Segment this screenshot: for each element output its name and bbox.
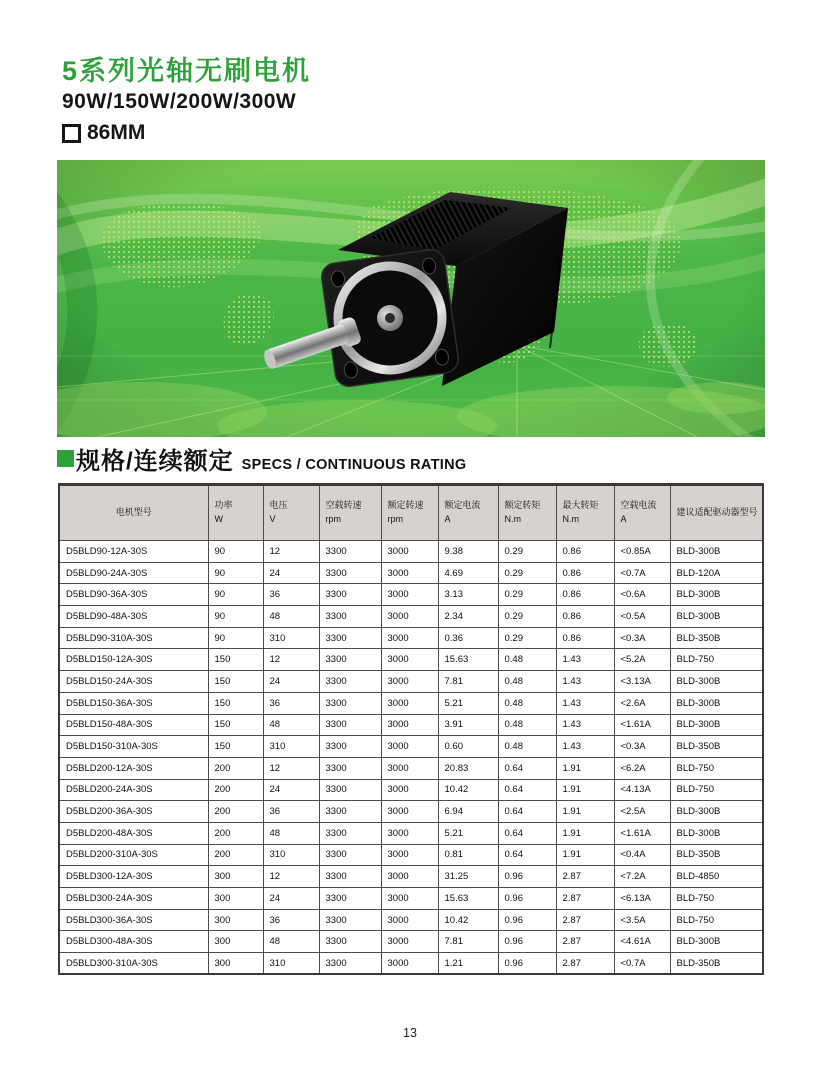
table-cell: D5BLD90-310A-30S	[59, 627, 208, 649]
table-cell: 1.43	[556, 649, 614, 671]
table-cell: D5BLD200-12A-30S	[59, 757, 208, 779]
spec-table	[58, 483, 764, 975]
table-cell: 12	[263, 757, 319, 779]
column-header: 空载转速 rpm	[319, 485, 381, 541]
table-cell: D5BLD300-48A-30S	[59, 931, 208, 953]
table-row	[59, 909, 763, 931]
table-cell: 3.91	[438, 714, 498, 736]
table-cell: 0.29	[498, 627, 556, 649]
table-cell: 3000	[381, 844, 438, 866]
table-cell: 3000	[381, 757, 438, 779]
table-cell: BLD-300B	[670, 714, 763, 736]
table-cell: BLD-750	[670, 888, 763, 910]
table-cell: 0.48	[498, 671, 556, 693]
table-cell: BLD-120A	[670, 562, 763, 584]
spec-table-header	[59, 485, 763, 541]
table-cell: 3300	[319, 779, 381, 801]
table-cell: 3000	[381, 541, 438, 563]
table-cell: D5BLD300-12A-30S	[59, 866, 208, 888]
table-cell: <4.13A	[614, 779, 670, 801]
table-cell: <6.13A	[614, 888, 670, 910]
table-cell: 0.86	[556, 584, 614, 606]
table-cell: BLD-300B	[670, 822, 763, 844]
table-cell: D5BLD200-310A-30S	[59, 844, 208, 866]
table-cell: 0.86	[556, 606, 614, 628]
table-cell: D5BLD150-12A-30S	[59, 649, 208, 671]
table-cell: 3300	[319, 736, 381, 758]
table-cell: <0.5A	[614, 606, 670, 628]
table-cell: 0.29	[498, 606, 556, 628]
column-header: 建议适配驱动器型号	[670, 485, 763, 541]
table-row	[59, 931, 763, 953]
table-cell: <0.6A	[614, 584, 670, 606]
table-cell: BLD-300B	[670, 692, 763, 714]
table-cell: 3300	[319, 888, 381, 910]
table-cell: BLD-750	[670, 649, 763, 671]
table-cell: 150	[208, 736, 263, 758]
table-cell: 0.29	[498, 541, 556, 563]
table-cell: 3300	[319, 649, 381, 671]
column-header: 空载电流 A	[614, 485, 670, 541]
column-header: 电机型号	[59, 485, 208, 541]
table-cell: 1.43	[556, 714, 614, 736]
table-cell: <0.85A	[614, 541, 670, 563]
table-cell: 48	[263, 606, 319, 628]
table-cell: 3000	[381, 822, 438, 844]
column-header: 额定转速 rpm	[381, 485, 438, 541]
table-cell: <1.61A	[614, 714, 670, 736]
frame-square-icon	[62, 124, 81, 143]
table-cell: 0.29	[498, 584, 556, 606]
table-cell: 3000	[381, 953, 438, 975]
table-cell: 3300	[319, 606, 381, 628]
table-cell: 3.13	[438, 584, 498, 606]
table-row	[59, 584, 763, 606]
table-cell: BLD-750	[670, 779, 763, 801]
table-cell: 3000	[381, 692, 438, 714]
column-header: 功率 W	[208, 485, 263, 541]
table-cell: 0.86	[556, 562, 614, 584]
table-cell: 7.81	[438, 671, 498, 693]
table-cell: 5.21	[438, 822, 498, 844]
table-cell: 48	[263, 931, 319, 953]
table-cell: 7.81	[438, 931, 498, 953]
table-cell: 90	[208, 606, 263, 628]
table-cell: D5BLD150-310A-30S	[59, 736, 208, 758]
table-cell: 0.60	[438, 736, 498, 758]
table-cell: 0.64	[498, 844, 556, 866]
table-row	[59, 649, 763, 671]
table-cell: 3000	[381, 606, 438, 628]
table-cell: D5BLD200-36A-30S	[59, 801, 208, 823]
section-title-cn: 规格/连续额定	[76, 448, 234, 475]
table-cell: 3300	[319, 541, 381, 563]
table-cell: 3000	[381, 562, 438, 584]
table-cell: 12	[263, 866, 319, 888]
table-cell: 9.38	[438, 541, 498, 563]
spec-table-body	[59, 541, 763, 975]
frame-size-label: 86MM	[87, 121, 146, 145]
table-cell: 90	[208, 584, 263, 606]
table-cell: 36	[263, 584, 319, 606]
table-cell: 1.21	[438, 953, 498, 975]
table-cell: D5BLD150-24A-30S	[59, 671, 208, 693]
table-cell: 3000	[381, 888, 438, 910]
table-cell: 0.96	[498, 888, 556, 910]
table-cell: 0.96	[498, 866, 556, 888]
table-cell: BLD-350B	[670, 627, 763, 649]
table-cell: 3000	[381, 909, 438, 931]
table-cell: BLD-350B	[670, 953, 763, 975]
table-cell: 1.43	[556, 671, 614, 693]
table-cell: <5.2A	[614, 649, 670, 671]
table-cell: 1.91	[556, 757, 614, 779]
table-cell: 0.96	[498, 909, 556, 931]
table-row	[59, 541, 763, 563]
table-cell: 1.91	[556, 801, 614, 823]
table-cell: BLD-750	[670, 909, 763, 931]
table-cell: 3300	[319, 584, 381, 606]
table-cell: BLD-4850	[670, 866, 763, 888]
table-cell: 300	[208, 931, 263, 953]
table-cell: 3000	[381, 627, 438, 649]
table-cell: 310	[263, 953, 319, 975]
table-cell: 150	[208, 649, 263, 671]
table-cell: BLD-300B	[670, 801, 763, 823]
table-cell: <0.4A	[614, 844, 670, 866]
spec-table-container	[58, 483, 764, 975]
table-cell: 1.43	[556, 736, 614, 758]
table-cell: <3.13A	[614, 671, 670, 693]
table-cell: 0.64	[498, 822, 556, 844]
table-cell: 150	[208, 714, 263, 736]
table-cell: 3000	[381, 649, 438, 671]
table-cell: BLD-300B	[670, 606, 763, 628]
table-cell: 3000	[381, 671, 438, 693]
table-cell: <6.2A	[614, 757, 670, 779]
table-cell: 310	[263, 844, 319, 866]
table-cell: <2.5A	[614, 801, 670, 823]
table-cell: 90	[208, 562, 263, 584]
table-cell: 2.87	[556, 866, 614, 888]
table-cell: 3300	[319, 671, 381, 693]
table-cell: 3300	[319, 953, 381, 975]
table-cell: BLD-300B	[670, 931, 763, 953]
table-cell: 0.96	[498, 931, 556, 953]
table-cell: D5BLD150-36A-30S	[59, 692, 208, 714]
table-row	[59, 953, 763, 975]
table-cell: D5BLD300-310A-30S	[59, 953, 208, 975]
table-cell: 0.29	[498, 562, 556, 584]
table-cell: BLD-300B	[670, 541, 763, 563]
table-cell: <7.2A	[614, 866, 670, 888]
table-cell: 310	[263, 627, 319, 649]
table-cell: 310	[263, 736, 319, 758]
table-cell: D5BLD90-12A-30S	[59, 541, 208, 563]
table-cell: 3300	[319, 822, 381, 844]
table-cell: D5BLD90-48A-30S	[59, 606, 208, 628]
table-cell: 4.69	[438, 562, 498, 584]
table-row	[59, 779, 763, 801]
table-cell: 300	[208, 909, 263, 931]
table-cell: 10.42	[438, 909, 498, 931]
table-cell: 90	[208, 627, 263, 649]
column-header: 额定电流 A	[438, 485, 498, 541]
table-cell: D5BLD300-24A-30S	[59, 888, 208, 910]
table-cell: <0.3A	[614, 736, 670, 758]
table-cell: 3300	[319, 562, 381, 584]
table-cell: 20.83	[438, 757, 498, 779]
table-cell: 3300	[319, 909, 381, 931]
table-cell: 48	[263, 822, 319, 844]
table-cell: <0.7A	[614, 562, 670, 584]
column-header: 电压 V	[263, 485, 319, 541]
table-cell: 3000	[381, 736, 438, 758]
table-cell: 3300	[319, 931, 381, 953]
table-cell: BLD-350B	[670, 844, 763, 866]
table-cell: D5BLD90-24A-30S	[59, 562, 208, 584]
table-cell: 300	[208, 866, 263, 888]
table-cell: 2.87	[556, 909, 614, 931]
table-cell: 15.63	[438, 888, 498, 910]
section-square-icon	[57, 450, 74, 467]
table-cell: D5BLD90-36A-30S	[59, 584, 208, 606]
table-row	[59, 714, 763, 736]
table-cell: 2.34	[438, 606, 498, 628]
table-cell: 3000	[381, 801, 438, 823]
table-cell: BLD-300B	[670, 584, 763, 606]
table-cell: 36	[263, 909, 319, 931]
table-cell: BLD-750	[670, 757, 763, 779]
column-header: 最大转矩 N.m	[556, 485, 614, 541]
table-cell: D5BLD150-48A-30S	[59, 714, 208, 736]
table-cell: 3300	[319, 692, 381, 714]
table-row	[59, 801, 763, 823]
table-cell: <0.3A	[614, 627, 670, 649]
section-title-en: SPECS / CONTINUOUS RATING	[241, 457, 467, 473]
table-row	[59, 866, 763, 888]
frame-size-row	[62, 121, 311, 145]
table-cell: 0.86	[556, 541, 614, 563]
power-subtitle: 90W/150W/200W/300W	[62, 90, 297, 114]
table-cell: 90	[208, 541, 263, 563]
table-cell: 0.48	[498, 692, 556, 714]
table-cell: 48	[263, 714, 319, 736]
table-cell: 0.86	[556, 627, 614, 649]
table-cell: 12	[263, 541, 319, 563]
table-cell: 2.87	[556, 931, 614, 953]
table-cell: 0.48	[498, 649, 556, 671]
table-row	[59, 671, 763, 693]
table-cell: 150	[208, 692, 263, 714]
table-cell: 200	[208, 779, 263, 801]
table-cell: 150	[208, 671, 263, 693]
table-cell: 1.91	[556, 822, 614, 844]
table-cell: 1.91	[556, 844, 614, 866]
table-cell: 2.87	[556, 953, 614, 975]
table-cell: D5BLD300-36A-30S	[59, 909, 208, 931]
table-cell: 1.43	[556, 692, 614, 714]
table-cell: 2.87	[556, 888, 614, 910]
table-cell: 31.25	[438, 866, 498, 888]
table-row	[59, 844, 763, 866]
table-cell: 200	[208, 822, 263, 844]
table-cell: 3000	[381, 779, 438, 801]
table-row	[59, 822, 763, 844]
column-header: 额定转矩 N.m	[498, 485, 556, 541]
table-cell: D5BLD200-24A-30S	[59, 779, 208, 801]
table-cell: D5BLD200-48A-30S	[59, 822, 208, 844]
table-cell: BLD-350B	[670, 736, 763, 758]
table-row	[59, 692, 763, 714]
table-cell: 3300	[319, 757, 381, 779]
table-cell: 300	[208, 953, 263, 975]
table-cell: 24	[263, 779, 319, 801]
table-row	[59, 757, 763, 779]
table-cell: 3300	[319, 801, 381, 823]
table-cell: 200	[208, 757, 263, 779]
table-cell: 3300	[319, 627, 381, 649]
table-cell: 10.42	[438, 779, 498, 801]
table-cell: 200	[208, 801, 263, 823]
table-row	[59, 888, 763, 910]
table-cell: 24	[263, 671, 319, 693]
table-cell: BLD-300B	[670, 671, 763, 693]
table-row	[59, 562, 763, 584]
table-cell: 12	[263, 649, 319, 671]
table-cell: 36	[263, 801, 319, 823]
section-title	[57, 441, 466, 476]
table-cell: <4.61A	[614, 931, 670, 953]
table-cell: 0.48	[498, 714, 556, 736]
table-row	[59, 606, 763, 628]
table-cell: 0.81	[438, 844, 498, 866]
table-cell: <1.61A	[614, 822, 670, 844]
table-cell: 3000	[381, 866, 438, 888]
banner-image	[57, 160, 765, 437]
table-cell: 24	[263, 888, 319, 910]
table-cell: 5.21	[438, 692, 498, 714]
table-cell: 3300	[319, 714, 381, 736]
page-title: 5系列光轴无刷电机	[62, 56, 312, 86]
table-cell: <3.5A	[614, 909, 670, 931]
table-cell: 15.63	[438, 649, 498, 671]
table-cell: 1.91	[556, 779, 614, 801]
table-cell: 3300	[319, 866, 381, 888]
table-cell: 0.48	[498, 736, 556, 758]
product-banner	[57, 160, 765, 437]
table-cell: 3000	[381, 584, 438, 606]
table-cell: 24	[263, 562, 319, 584]
table-cell: 36	[263, 692, 319, 714]
table-cell: 6.94	[438, 801, 498, 823]
table-cell: <2.6A	[614, 692, 670, 714]
table-cell: 0.96	[498, 953, 556, 975]
table-cell: 3000	[381, 714, 438, 736]
table-cell: 0.64	[498, 801, 556, 823]
table-row	[59, 736, 763, 758]
table-cell: 3000	[381, 931, 438, 953]
table-cell: 0.64	[498, 779, 556, 801]
table-cell: <0.7A	[614, 953, 670, 975]
table-cell: 0.64	[498, 757, 556, 779]
page-header	[62, 56, 311, 145]
table-cell: 300	[208, 888, 263, 910]
page-number: 13	[403, 1026, 417, 1040]
table-cell: 3300	[319, 844, 381, 866]
table-row	[59, 627, 763, 649]
table-cell: 200	[208, 844, 263, 866]
table-cell: 0.36	[438, 627, 498, 649]
